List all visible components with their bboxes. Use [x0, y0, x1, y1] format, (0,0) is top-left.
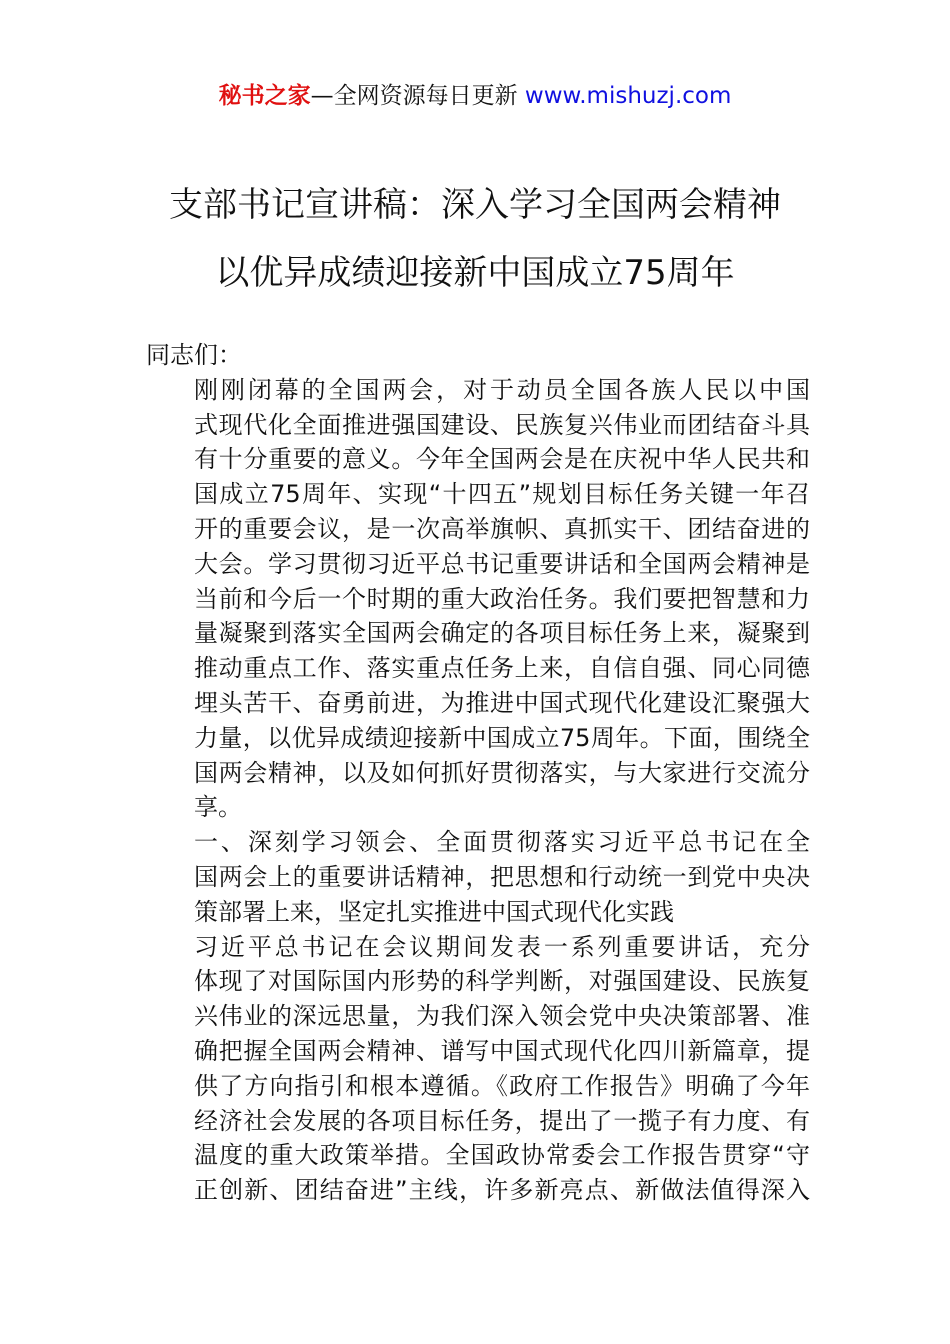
- text-line: 埋头苦干、奋勇前进，为推进中国式现代化建设汇聚强大: [194, 688, 810, 717]
- salutation: 同志们：: [146, 341, 242, 369]
- site-tagline: —全网资源每日更新: [310, 83, 525, 109]
- text-line: 当前和今后一个时期的重大政治任务。我们要把智慧和力: [194, 584, 810, 613]
- site-url-link[interactable]: www.mishuzj.com: [524, 83, 732, 109]
- text-line: 刚刚闭幕的全国两会，对于动员全国各族人民以中国: [194, 375, 810, 404]
- document-body: [146, 338, 810, 1208]
- text-line: 享。: [194, 793, 242, 822]
- site-brand: 秘书之家: [218, 83, 311, 109]
- text-line: 兴伟业的深远思量，为我们深入领会党中央决策部署、准: [194, 1002, 810, 1031]
- text-line: 经济社会发展的各项目标任务，提出了一揽子有力度、有: [194, 1106, 810, 1135]
- site-header: [0, 80, 950, 112]
- text-line: 国成立75周年、实现“十四五”规划目标任务关键一年召: [194, 480, 810, 509]
- text-line: 有十分重要的意义。今年全国两会是在庆祝中华人民共和: [194, 445, 810, 474]
- text-line: 体现了对国际国内形势的科学判断，对强国建设、民族复: [194, 967, 810, 996]
- text-line: 正创新、团结奋进”主线，许多新亮点、新做法值得深入: [194, 1176, 810, 1205]
- document-title-line-2: 以优异成绩迎接新中国成立75周年: [215, 253, 735, 293]
- text-line: 温度的重大政策举措。全国政协常委会工作报告贯穿“守: [194, 1141, 810, 1170]
- paragraph-intro: [146, 373, 810, 825]
- text-line: 式现代化全面推进强国建设、民族复兴伟业而团结奋斗具: [194, 410, 810, 439]
- text-line: 习近平总书记在会议期间发表一系列重要讲话，充分: [194, 932, 810, 961]
- paragraph-section-1-body: [146, 930, 810, 1208]
- text-line: 确把握全国两会精神、谱写中国式现代化四川新篇章，提: [194, 1036, 810, 1065]
- text-line: 量凝聚到落实全国两会确定的各项目标任务上来，凝聚到: [194, 619, 810, 648]
- text-line: 国两会精神，以及如何抓好贯彻落实，与大家进行交流分: [194, 758, 810, 787]
- text-line: 策部署上来，坚定扎实推进中国式现代化实践: [194, 897, 674, 926]
- text-line: 开的重要会议，是一次高举旗帜、真抓实干、团结奋进的: [194, 514, 810, 543]
- document-title-line-1: 支部书记宣讲稿：深入学习全国两会精神: [169, 185, 781, 225]
- text-line: 大会。学习贯彻习近平总书记重要讲话和全国两会精神是: [194, 549, 810, 578]
- text-line: 供了方向指引和根本遵循。《政府工作报告》明确了今年: [194, 1071, 810, 1100]
- text-line: 一、深刻学习领会、全面贯彻落实习近平总书记在全: [194, 828, 810, 857]
- text-line: 国两会上的重要讲话精神，把思想和行动统一到党中央决: [194, 862, 810, 891]
- text-line: 力量，以优异成绩迎接新中国成立75周年。下面，围绕全: [194, 723, 810, 752]
- text-line: 推动重点工作、落实重点任务上来，自信自强、同心同德: [194, 654, 810, 683]
- section-heading-1: [146, 825, 810, 929]
